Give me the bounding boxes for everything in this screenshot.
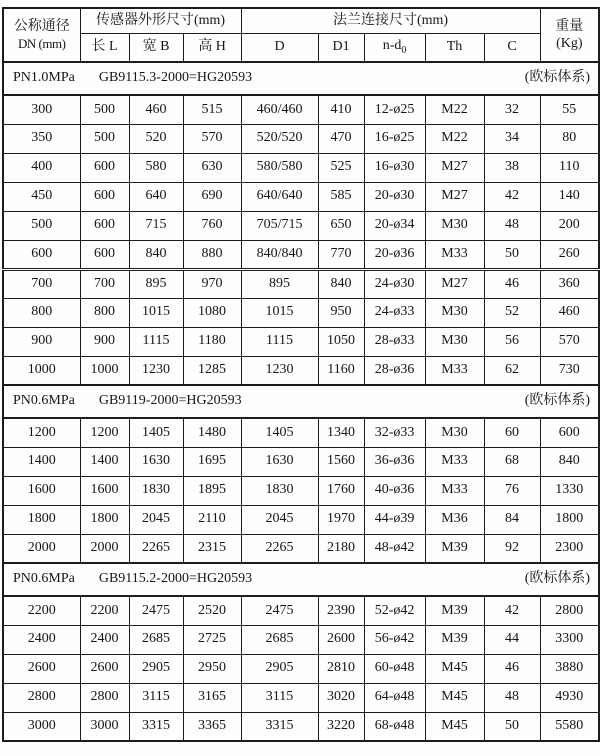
cell-l: 1600 xyxy=(80,476,129,505)
cell-weight: 360 xyxy=(540,269,599,298)
cell-d: 895 xyxy=(241,269,318,298)
cell-nd0: 60-ø48 xyxy=(364,654,425,683)
cell-h: 2315 xyxy=(183,534,241,563)
cell-b: 1115 xyxy=(129,327,183,356)
cell-d1: 470 xyxy=(318,124,364,153)
cell-nd0: 16-ø25 xyxy=(364,124,425,153)
cell-weight: 5580 xyxy=(540,712,599,741)
cell-weight: 3300 xyxy=(540,625,599,654)
cell-l: 600 xyxy=(80,240,129,269)
cell-l: 1200 xyxy=(80,418,129,447)
section-header-row xyxy=(3,62,599,95)
cell-weight: 3880 xyxy=(540,654,599,683)
cell-nd0: 20-ø36 xyxy=(364,240,425,269)
cell-h: 1480 xyxy=(183,418,241,447)
cell-dn: 2400 xyxy=(3,625,80,654)
cell-d1: 3020 xyxy=(318,683,364,712)
standard-code-label: GB9115.3-2000=HG20593 xyxy=(98,70,253,86)
cell-l: 2200 xyxy=(80,596,129,625)
cell-b: 2475 xyxy=(129,596,183,625)
cell-l: 2400 xyxy=(80,625,129,654)
cell-c: 48 xyxy=(484,211,540,240)
cell-d: 2265 xyxy=(241,534,318,563)
cell-nd0: 20-ø30 xyxy=(364,182,425,211)
cell-weight: 600 xyxy=(540,418,599,447)
col-header-weight-unit: (Kg) xyxy=(556,36,583,51)
cell-l: 500 xyxy=(80,124,129,153)
cell-c: 52 xyxy=(484,298,540,327)
cell-h: 515 xyxy=(183,95,241,124)
cell-d: 580/580 xyxy=(241,153,318,182)
cell-weight: 200 xyxy=(540,211,599,240)
cell-b: 580 xyxy=(129,153,183,182)
cell-l: 3000 xyxy=(80,712,129,741)
cell-c: 84 xyxy=(484,505,540,534)
cell-b: 520 xyxy=(129,124,183,153)
cell-d: 1630 xyxy=(241,447,318,476)
cell-weight: 110 xyxy=(540,153,599,182)
table-row-dn-700 xyxy=(3,269,599,298)
col-header-height: 高 H xyxy=(183,33,241,62)
cell-h: 2520 xyxy=(183,596,241,625)
cell-dn: 1600 xyxy=(3,476,80,505)
cell-nd0: 68-ø48 xyxy=(364,712,425,741)
cell-d1: 840 xyxy=(318,269,364,298)
cell-dn: 600 xyxy=(3,240,80,269)
cell-d1: 650 xyxy=(318,211,364,240)
cell-d: 1830 xyxy=(241,476,318,505)
cell-d1: 1160 xyxy=(318,356,364,385)
cell-l: 600 xyxy=(80,182,129,211)
cell-d1: 1560 xyxy=(318,447,364,476)
cell-d1: 2390 xyxy=(318,596,364,625)
cell-c: 76 xyxy=(484,476,540,505)
cell-dn: 3000 xyxy=(3,712,80,741)
cell-th: M36 xyxy=(425,505,484,534)
standard-code-label: GB9115.2-2000=HG20593 xyxy=(98,571,253,587)
cell-d1: 525 xyxy=(318,153,364,182)
cell-h: 1285 xyxy=(183,356,241,385)
cell-nd0: 48-ø42 xyxy=(364,534,425,563)
cell-weight: 840 xyxy=(540,447,599,476)
table-row-dn-1000 xyxy=(3,356,599,385)
cell-c: 50 xyxy=(484,240,540,269)
cell-weight: 140 xyxy=(540,182,599,211)
cell-nd0: 36-ø36 xyxy=(364,447,425,476)
cell-d: 1230 xyxy=(241,356,318,385)
cell-th: M27 xyxy=(425,182,484,211)
cell-d: 2905 xyxy=(241,654,318,683)
cell-l: 1400 xyxy=(80,447,129,476)
pressure-rating-label: PN0.6MPa xyxy=(13,393,75,409)
cell-th: M33 xyxy=(425,447,484,476)
cell-d: 640/640 xyxy=(241,182,318,211)
cell-d1: 3220 xyxy=(318,712,364,741)
cell-dn: 900 xyxy=(3,327,80,356)
cell-h: 1895 xyxy=(183,476,241,505)
cell-weight: 2800 xyxy=(540,596,599,625)
cell-h: 2950 xyxy=(183,654,241,683)
cell-weight: 460 xyxy=(540,298,599,327)
cell-h: 630 xyxy=(183,153,241,182)
cell-d: 2475 xyxy=(241,596,318,625)
col-header-dn xyxy=(3,8,80,62)
cell-b: 1405 xyxy=(129,418,183,447)
cell-nd0: 44-ø39 xyxy=(364,505,425,534)
cell-l: 800 xyxy=(80,298,129,327)
cell-th: M30 xyxy=(425,211,484,240)
cell-b: 2045 xyxy=(129,505,183,534)
table-row-dn-2800 xyxy=(3,683,599,712)
cell-b: 460 xyxy=(129,95,183,124)
cell-dn: 300 xyxy=(3,95,80,124)
cell-th: M45 xyxy=(425,712,484,741)
standard-system-label: (欧标体系) xyxy=(524,393,591,409)
cell-c: 38 xyxy=(484,153,540,182)
cell-dn: 700 xyxy=(3,269,80,298)
cell-weight: 1330 xyxy=(540,476,599,505)
cell-d1: 1760 xyxy=(318,476,364,505)
col-header-d1: D1 xyxy=(318,33,364,62)
cell-weight: 730 xyxy=(540,356,599,385)
cell-h: 1180 xyxy=(183,327,241,356)
cell-c: 62 xyxy=(484,356,540,385)
cell-th: M39 xyxy=(425,534,484,563)
cell-d: 1405 xyxy=(241,418,318,447)
cell-h: 570 xyxy=(183,124,241,153)
cell-weight: 2300 xyxy=(540,534,599,563)
cell-weight: 570 xyxy=(540,327,599,356)
cell-nd0: 24-ø30 xyxy=(364,269,425,298)
cell-d: 460/460 xyxy=(241,95,318,124)
cell-d1: 2810 xyxy=(318,654,364,683)
cell-l: 1800 xyxy=(80,505,129,534)
cell-c: 34 xyxy=(484,124,540,153)
cell-th: M22 xyxy=(425,95,484,124)
cell-d: 1115 xyxy=(241,327,318,356)
cell-h: 760 xyxy=(183,211,241,240)
col-header-length: 长 L xyxy=(80,33,129,62)
cell-th: M30 xyxy=(425,298,484,327)
col-header-nd0: $n-d_0$ xyxy=(364,33,425,62)
table-row-dn-3000 xyxy=(3,712,599,741)
cell-th: M30 xyxy=(425,418,484,447)
cell-l: 500 xyxy=(80,95,129,124)
cell-d1: 770 xyxy=(318,240,364,269)
pressure-rating-label: PN0.6MPa xyxy=(13,571,75,587)
cell-nd0: 24-ø33 xyxy=(364,298,425,327)
table-row-dn-500 xyxy=(3,211,599,240)
cell-l: 900 xyxy=(80,327,129,356)
cell-l: 2600 xyxy=(80,654,129,683)
cell-l: 700 xyxy=(80,269,129,298)
cell-b: 1015 xyxy=(129,298,183,327)
cell-dn: 1800 xyxy=(3,505,80,534)
cell-b: 640 xyxy=(129,182,183,211)
col-group-flange-dimensions: 法兰连接尺寸(mm) xyxy=(241,8,540,33)
cell-th: M22 xyxy=(425,124,484,153)
cell-dn: 500 xyxy=(3,211,80,240)
cell-d1: 1340 xyxy=(318,418,364,447)
col-group-sensor-dimensions: 传感器外形尺寸(mm) xyxy=(80,8,241,33)
table-row-dn-350 xyxy=(3,124,599,153)
cell-weight: 55 xyxy=(540,95,599,124)
table-row-dn-600 xyxy=(3,240,599,269)
cell-h: 970 xyxy=(183,269,241,298)
cell-nd0: 56-ø42 xyxy=(364,625,425,654)
cell-h: 690 xyxy=(183,182,241,211)
cell-th: M33 xyxy=(425,476,484,505)
col-header-d: D xyxy=(241,33,318,62)
cell-dn: 1000 xyxy=(3,356,80,385)
cell-nd0: 40-ø36 xyxy=(364,476,425,505)
section-header-row xyxy=(3,385,599,418)
table-row-dn-2200 xyxy=(3,596,599,625)
cell-c: 42 xyxy=(484,182,540,211)
cell-b: 2265 xyxy=(129,534,183,563)
cell-l: 600 xyxy=(80,211,129,240)
cell-d1: 1970 xyxy=(318,505,364,534)
cell-d: 1015 xyxy=(241,298,318,327)
col-header-weight-label: 重量 xyxy=(555,18,584,34)
cell-d1: 410 xyxy=(318,95,364,124)
cell-weight: 1800 xyxy=(540,505,599,534)
table-row-dn-2000 xyxy=(3,534,599,563)
cell-d: 2045 xyxy=(241,505,318,534)
table-row-dn-1800 xyxy=(3,505,599,534)
cell-b: 1230 xyxy=(129,356,183,385)
cell-th: M45 xyxy=(425,654,484,683)
cell-d1: 1050 xyxy=(318,327,364,356)
cell-d: 705/715 xyxy=(241,211,318,240)
col-header-width: 宽 B xyxy=(129,33,183,62)
section-header-row xyxy=(3,563,599,596)
cell-h: 3165 xyxy=(183,683,241,712)
cell-c: 92 xyxy=(484,534,540,563)
cell-h: 2725 xyxy=(183,625,241,654)
cell-dn: 1200 xyxy=(3,418,80,447)
cell-b: 895 xyxy=(129,269,183,298)
cell-l: 2800 xyxy=(80,683,129,712)
cell-nd0: 20-ø34 xyxy=(364,211,425,240)
cell-d: 3115 xyxy=(241,683,318,712)
table-row-dn-2600 xyxy=(3,654,599,683)
cell-b: 3315 xyxy=(129,712,183,741)
cell-dn: 800 xyxy=(3,298,80,327)
table-row-dn-1400 xyxy=(3,447,599,476)
table-row-dn-2400 xyxy=(3,625,599,654)
cell-c: 68 xyxy=(484,447,540,476)
cell-dn: 450 xyxy=(3,182,80,211)
cell-nd0: 52-ø42 xyxy=(364,596,425,625)
cell-h: 2110 xyxy=(183,505,241,534)
cell-th: M27 xyxy=(425,153,484,182)
cell-c: 32 xyxy=(484,95,540,124)
cell-d: 2685 xyxy=(241,625,318,654)
cell-dn: 2800 xyxy=(3,683,80,712)
table-row-dn-450 xyxy=(3,182,599,211)
cell-c: 44 xyxy=(484,625,540,654)
table-row-dn-800 xyxy=(3,298,599,327)
cell-h: 1080 xyxy=(183,298,241,327)
cell-h: 3365 xyxy=(183,712,241,741)
cell-nd0: 32-ø33 xyxy=(364,418,425,447)
cell-dn: 350 xyxy=(3,124,80,153)
cell-dn: 400 xyxy=(3,153,80,182)
col-header-weight xyxy=(540,8,599,62)
cell-b: 3115 xyxy=(129,683,183,712)
col-header-dn-unit: DN (mm) xyxy=(18,35,66,51)
cell-d1: 2600 xyxy=(318,625,364,654)
cell-th: M39 xyxy=(425,596,484,625)
standard-system-label: (欧标体系) xyxy=(524,70,591,86)
cell-c: 42 xyxy=(484,596,540,625)
cell-l: 600 xyxy=(80,153,129,182)
cell-c: 56 xyxy=(484,327,540,356)
cell-nd0: 28-ø33 xyxy=(364,327,425,356)
cell-b: 2905 xyxy=(129,654,183,683)
cell-d1: 585 xyxy=(318,182,364,211)
cell-th: M39 xyxy=(425,625,484,654)
cell-dn: 1400 xyxy=(3,447,80,476)
table-row-dn-400 xyxy=(3,153,599,182)
col-header-c: C xyxy=(484,33,540,62)
cell-h: 880 xyxy=(183,240,241,269)
cell-dn: 2000 xyxy=(3,534,80,563)
cell-weight: 80 xyxy=(540,124,599,153)
cell-b: 1630 xyxy=(129,447,183,476)
cell-b: 1830 xyxy=(129,476,183,505)
standard-system-label: (欧标体系) xyxy=(524,571,591,587)
cell-th: M33 xyxy=(425,356,484,385)
pressure-rating-label: PN1.0MPa xyxy=(13,70,75,86)
cell-dn: 2600 xyxy=(3,654,80,683)
cell-c: 48 xyxy=(484,683,540,712)
cell-weight: 4930 xyxy=(540,683,599,712)
cell-nd0: 12-ø25 xyxy=(364,95,425,124)
col-header-dn-label: 公称通径 xyxy=(13,19,70,35)
cell-b: 715 xyxy=(129,211,183,240)
cell-d: 3315 xyxy=(241,712,318,741)
cell-nd0: 28-ø36 xyxy=(364,356,425,385)
cell-l: 2000 xyxy=(80,534,129,563)
cell-c: 46 xyxy=(484,654,540,683)
cell-b: 2685 xyxy=(129,625,183,654)
cell-c: 46 xyxy=(484,269,540,298)
cell-nd0: 16-ø30 xyxy=(364,153,425,182)
cell-c: 60 xyxy=(484,418,540,447)
table-row-dn-900 xyxy=(3,327,599,356)
cell-d: 840/840 xyxy=(241,240,318,269)
table-row-dn-1600 xyxy=(3,476,599,505)
cell-c: 50 xyxy=(484,712,540,741)
cell-th: M33 xyxy=(425,240,484,269)
cell-dn: 2200 xyxy=(3,596,80,625)
cell-d: 520/520 xyxy=(241,124,318,153)
cell-th: M27 xyxy=(425,269,484,298)
cell-th: M30 xyxy=(425,327,484,356)
flange-dimension-table xyxy=(2,7,600,742)
cell-h: 1695 xyxy=(183,447,241,476)
cell-nd0: 64-ø48 xyxy=(364,683,425,712)
cell-weight: 260 xyxy=(540,240,599,269)
cell-d1: 2180 xyxy=(318,534,364,563)
standard-code-label: GB9119-2000=HG20593 xyxy=(98,393,242,409)
cell-l: 1000 xyxy=(80,356,129,385)
col-header-th: Th xyxy=(425,33,484,62)
cell-th: M45 xyxy=(425,683,484,712)
cell-d1: 950 xyxy=(318,298,364,327)
cell-b: 840 xyxy=(129,240,183,269)
table-row-dn-1200 xyxy=(3,418,599,447)
table-row-dn-300 xyxy=(3,95,599,124)
